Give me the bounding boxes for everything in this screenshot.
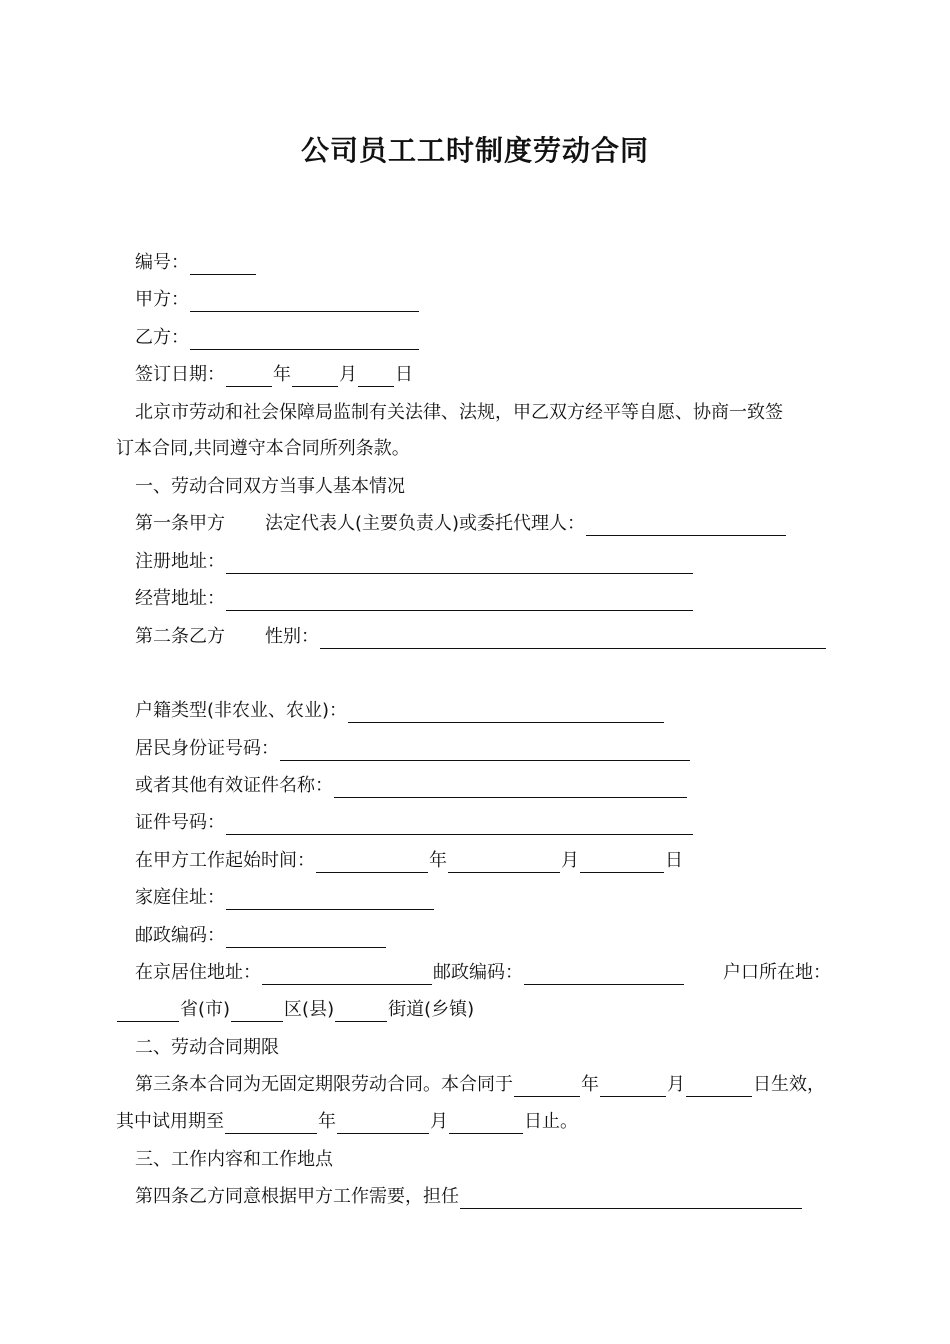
party-a-line bbox=[135, 288, 420, 312]
article-2-label: 第二条乙方 bbox=[135, 626, 225, 647]
postcode-2-label: 邮政编码： bbox=[433, 962, 523, 983]
intro-line-1: 北京市劳动和社会保障局监制有关法律、法规，甲乙双方经平等自愿、协商一致签 bbox=[135, 402, 783, 423]
district-blank[interactable] bbox=[231, 1003, 283, 1022]
trial-month-blank[interactable] bbox=[337, 1115, 429, 1134]
party-a-blank[interactable] bbox=[190, 293, 419, 312]
trial-year-blank[interactable] bbox=[225, 1115, 317, 1134]
party-b-line bbox=[135, 326, 420, 350]
hukou-location-label: 户口所在地： bbox=[723, 962, 831, 983]
effective-month-blank[interactable] bbox=[600, 1078, 666, 1097]
home-address-line bbox=[135, 886, 435, 910]
hukou-type-label: 户籍类型(非农业、农业)： bbox=[135, 700, 348, 721]
trial-period-line bbox=[116, 1110, 578, 1134]
beijing-address-blank[interactable] bbox=[262, 966, 432, 985]
article-2-line bbox=[135, 625, 827, 649]
legal-rep-blank[interactable] bbox=[586, 517, 786, 536]
article-3-line bbox=[135, 1073, 825, 1097]
registered-address-blank[interactable] bbox=[226, 555, 693, 574]
hukou-type-line bbox=[135, 699, 665, 723]
postcode-blank[interactable] bbox=[226, 929, 386, 948]
trial-day-blank[interactable] bbox=[449, 1115, 523, 1134]
document-title: 公司员工工时制度劳动合同 bbox=[300, 134, 649, 167]
home-address-label: 家庭住址： bbox=[135, 887, 225, 908]
legal-rep-label: 法定代表人(主要负责人)或委托代理人： bbox=[265, 513, 586, 534]
province-label: 省(市) bbox=[180, 999, 231, 1020]
party-a-label: 甲方： bbox=[135, 289, 189, 310]
article-1-label: 第一条甲方 bbox=[135, 513, 225, 534]
other-cert-line bbox=[135, 774, 688, 798]
cert-number-label: 证件号码： bbox=[135, 812, 225, 833]
beijing-address-line bbox=[135, 961, 831, 985]
party-b-blank[interactable] bbox=[190, 331, 419, 350]
start-day-label: 日 bbox=[665, 850, 683, 871]
id-number-line bbox=[135, 737, 691, 761]
article-4-text: 第四条乙方同意根据甲方工作需要，担任 bbox=[135, 1186, 459, 1207]
business-address-label: 经营地址： bbox=[135, 588, 225, 609]
position-blank[interactable] bbox=[460, 1190, 802, 1209]
sign-month-blank[interactable] bbox=[292, 368, 338, 387]
registered-address-line bbox=[135, 550, 694, 574]
article-4-line bbox=[135, 1185, 803, 1209]
hukou-location-line bbox=[116, 998, 474, 1022]
beijing-address-label: 在京居住地址： bbox=[135, 962, 261, 983]
effective-day-blank[interactable] bbox=[686, 1078, 752, 1097]
street-label: 街道(乡镇) bbox=[388, 999, 475, 1020]
month-label: 月 bbox=[339, 364, 357, 385]
section-1-heading: 一、劳动合同双方当事人基本情况 bbox=[135, 476, 405, 497]
postcode-2-blank[interactable] bbox=[524, 966, 684, 985]
trial-label: 其中试用期至 bbox=[116, 1111, 224, 1132]
district-label: 区(县) bbox=[284, 999, 335, 1020]
gender-label: 性别： bbox=[265, 626, 319, 647]
start-time-line bbox=[135, 849, 683, 873]
cert-number-blank[interactable] bbox=[226, 816, 693, 835]
business-address-blank[interactable] bbox=[226, 592, 693, 611]
number-blank[interactable] bbox=[190, 256, 256, 275]
day-label: 日 bbox=[395, 364, 413, 385]
effective-year-blank[interactable] bbox=[514, 1078, 580, 1097]
article-3-text: 第三条本合同为无固定期限劳动合同。本合同于 bbox=[135, 1074, 513, 1095]
number-label: 编号： bbox=[135, 252, 189, 273]
postcode-line bbox=[135, 924, 387, 948]
section-2-heading: 二、劳动合同期限 bbox=[135, 1037, 279, 1058]
start-month-blank[interactable] bbox=[448, 854, 560, 873]
cert-number-line bbox=[135, 811, 694, 835]
trial-month-label: 月 bbox=[430, 1111, 448, 1132]
province-blank[interactable] bbox=[117, 1003, 179, 1022]
section-3-heading: 三、工作内容和工作地点 bbox=[135, 1149, 333, 1170]
home-address-blank[interactable] bbox=[226, 891, 434, 910]
start-year-label: 年 bbox=[429, 850, 447, 871]
start-month-label: 月 bbox=[561, 850, 579, 871]
party-b-label: 乙方： bbox=[135, 327, 189, 348]
article-1-line bbox=[135, 512, 787, 536]
postcode-label: 邮政编码： bbox=[135, 925, 225, 946]
start-year-blank[interactable] bbox=[316, 854, 428, 873]
intro-line-2: 订本合同,共同遵守本合同所列条款。 bbox=[116, 438, 410, 459]
effective-year-label: 年 bbox=[581, 1074, 599, 1095]
sign-date-label: 签订日期： bbox=[135, 364, 225, 385]
effective-month-label: 月 bbox=[667, 1074, 685, 1095]
sign-date-line bbox=[135, 363, 413, 387]
year-label: 年 bbox=[273, 364, 291, 385]
gender-blank[interactable] bbox=[320, 630, 826, 649]
business-address-line bbox=[135, 587, 694, 611]
contract-number-line bbox=[135, 251, 257, 275]
effective-label: 日生效， bbox=[753, 1074, 825, 1095]
registered-address-label: 注册地址： bbox=[135, 551, 225, 572]
sign-year-blank[interactable] bbox=[226, 368, 272, 387]
other-cert-blank[interactable] bbox=[334, 779, 687, 798]
hukou-type-blank[interactable] bbox=[348, 704, 664, 723]
id-number-label: 居民身份证号码： bbox=[135, 738, 279, 759]
street-blank[interactable] bbox=[335, 1003, 387, 1022]
id-number-blank[interactable] bbox=[280, 742, 690, 761]
sign-day-blank[interactable] bbox=[358, 368, 394, 387]
start-time-label: 在甲方工作起始时间： bbox=[135, 850, 315, 871]
trial-year-label: 年 bbox=[318, 1111, 336, 1132]
other-cert-label: 或者其他有效证件名称： bbox=[135, 775, 333, 796]
start-day-blank[interactable] bbox=[580, 854, 664, 873]
trial-end-label: 日止。 bbox=[524, 1111, 578, 1132]
